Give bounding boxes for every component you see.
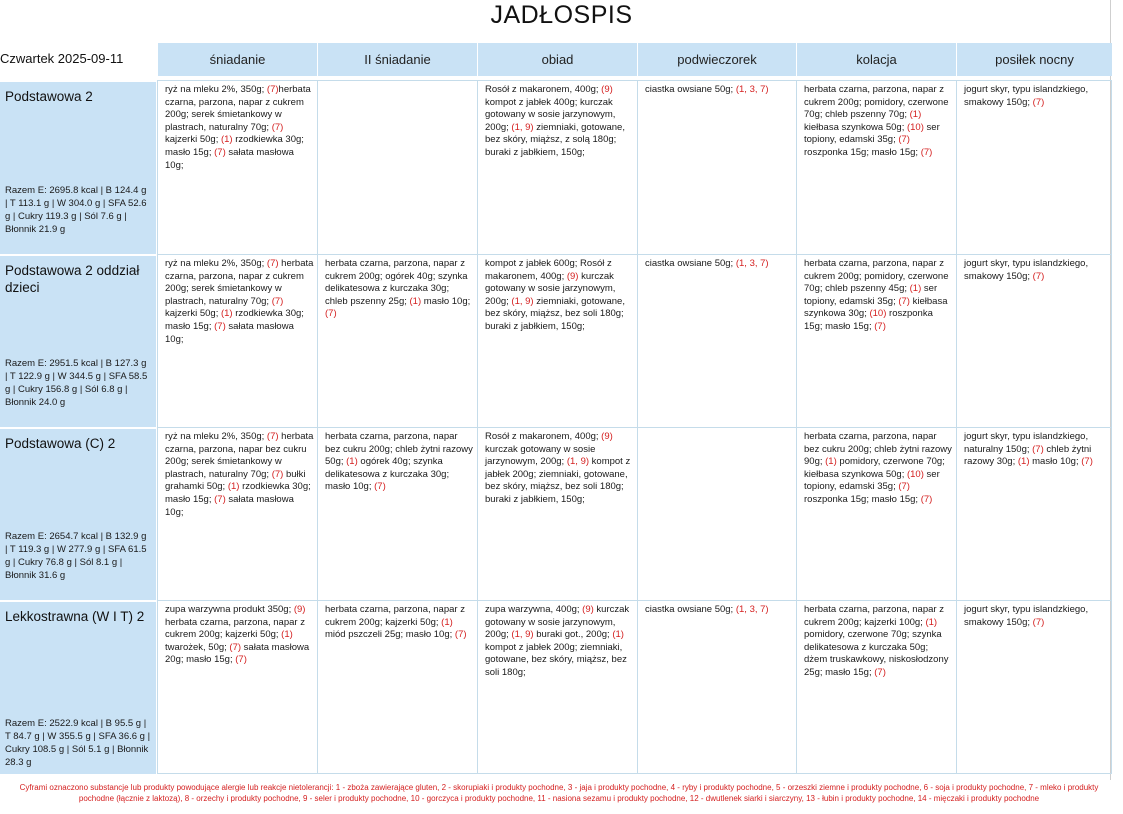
- meal-item-text: ziemniaki, gotowane, bez skóry, miąższ, bez soli 180g; buraki z jabłkiem, 150g;: [485, 295, 625, 332]
- meal-item-text: sałata masłowa 10g;: [165, 493, 294, 518]
- allergen-codes: (9): [582, 604, 594, 615]
- meal-item-text: herbata czarna, parzona, napar bez cukru 200g; serek śmietankowy w plastrach, naturalny 70g;: [165, 431, 314, 480]
- allergen-codes: (1): [909, 283, 922, 295]
- menu-cell-posilek-nocny: [957, 83, 1112, 254]
- row-divider: [158, 600, 1112, 601]
- meal-item-text: kompot z jabłek 200g; ziemniaki, gotowane, bez skóry, miąższ, bez soli 180g;: [485, 641, 627, 678]
- meal-item-text: sałata masłowa 10g;: [165, 146, 294, 171]
- meal-item-text: chleb żytni razowy 30g;: [964, 443, 1092, 468]
- meal-item-text: kurczak gotowany w sosie jarzynowym, 200g;: [485, 443, 596, 468]
- menu-cell-posilek-nocny: [957, 603, 1112, 774]
- allergen-codes: (7): [271, 121, 284, 133]
- diet-name: Podstawowa 2: [5, 89, 93, 104]
- meal-item-text: masło 10g;: [1029, 456, 1082, 468]
- allergen-codes: (1, 3, 7): [735, 84, 769, 95]
- header-col-sniadanie: śniadanie: [158, 43, 317, 76]
- header-col-posilek-nocny: posiłek nocny: [957, 43, 1112, 76]
- meal-item-text: rzodkiewka 30g; masło 15g;: [165, 134, 304, 158]
- meal-item-text: pomidory, czerwone 70g; szynka delikatesowa z kurczaka 50g; dżem truskawkowy, niskosłodzony 25g; masło 15g;: [804, 629, 949, 678]
- allergen-codes: (1, 9): [566, 456, 590, 468]
- allergen-codes: (7): [325, 308, 337, 320]
- allergen-codes: (7): [874, 320, 886, 332]
- allergen-codes: (1): [825, 456, 837, 468]
- meal-item-text: ziemniaki, gotowane, bez skóry, miąższ, z solą 180g; buraki z jabłkiem, 150g;: [485, 121, 625, 158]
- diet-row-header: [0, 256, 156, 427]
- meal-item-text: herbata czarna, parzona, napar z cukrem 200g;: [165, 84, 311, 121]
- menu-date: Czwartek 2025-09-11: [0, 51, 124, 66]
- meal-item-text: roszponka 15g; masło 15g;: [804, 146, 921, 158]
- allergen-codes: (1, 3, 7): [735, 258, 769, 269]
- allergen-codes: (1, 9): [511, 295, 534, 307]
- meal-item-text: kurczak gotowany w sosie jarzynowym, 200g;: [485, 270, 616, 307]
- allergen-codes: (7): [898, 134, 910, 146]
- allergen-codes: (7): [1032, 96, 1045, 108]
- menu-cell-obiad: [478, 257, 637, 427]
- meal-item-text: ciastka owsiane 50g;: [645, 604, 736, 615]
- meal-item-text: ogórek 40g; szynka delikatesowa z kurczaka 30g; masło 10g;: [325, 456, 450, 493]
- allergen-codes: (1): [909, 109, 922, 121]
- allergen-codes: (1, 9): [511, 629, 534, 641]
- page-title: JADŁOSPIS: [490, 1, 633, 29]
- allergen-codes: (1): [281, 629, 293, 641]
- column-divider: [637, 80, 638, 774]
- allergen-codes: (7): [235, 654, 247, 666]
- header-col-kolacja: kolacja: [797, 43, 956, 76]
- allergen-codes: (1): [1017, 456, 1030, 468]
- allergen-codes: (1): [612, 629, 624, 641]
- meal-item-text: roszponka 15g; masło 15g;: [804, 308, 933, 332]
- menu-cell-posilek-nocny: [957, 430, 1112, 600]
- menu-cell-obiad: [478, 603, 637, 774]
- allergen-codes: (7): [266, 84, 279, 95]
- allergen-codes: (7): [266, 431, 279, 442]
- diet-row-header: [0, 429, 156, 600]
- allergen-codes: (1): [409, 295, 422, 307]
- menu-cell-kolacja: [797, 430, 956, 600]
- menu-cell-posilek-nocny: [957, 257, 1112, 427]
- meal-item-text: ser topiony, edamski 35g;: [804, 468, 940, 493]
- menu-cell-obiad: [478, 83, 637, 254]
- menu-cell-podwieczorek: [638, 430, 796, 600]
- column-divider: [477, 80, 478, 774]
- meal-item-text: ciastka owsiane 50g;: [645, 84, 736, 95]
- menu-cell-sniadanie: [158, 603, 317, 774]
- meal-item-text: ryż na mleku 2%, 350g;: [165, 258, 267, 269]
- diet-nutrition-summary: Razem E: 2695.8 kcal | B 124.4 g | T 113.1 g | W 304.0 g | SFA 52.6 g | Cukry 119.3 g | Sól 7.6 g | Błonnik 21.9 g: [5, 185, 147, 235]
- meal-item-text: kurczak gotowany w sosie jarzynowym, 200g;: [485, 604, 630, 641]
- allergen-codes: (7): [1032, 443, 1044, 455]
- meal-item-text: jogurt skyr, typu islandzkiego, smakowy 150g;: [964, 84, 1089, 108]
- allergen-codes: (7): [920, 146, 933, 158]
- allergen-codes: (7): [898, 481, 910, 493]
- menu-cell-kolacja: [797, 603, 956, 774]
- diet-name: Podstawowa (C) 2: [5, 436, 116, 451]
- column-divider: [317, 80, 318, 774]
- menu-cell-kolacja: [797, 83, 956, 254]
- allergen-codes: (7): [229, 641, 242, 653]
- allergen-codes: (1): [220, 308, 233, 320]
- meal-item-text: serek śmietankowy w plastrach, naturalny 70g;: [165, 109, 282, 133]
- menu-cell-obiad: [478, 430, 637, 600]
- meal-item-text: masło 10g;: [421, 295, 471, 307]
- allergen-codes: (7): [1081, 456, 1093, 468]
- allergen-codes: (7): [214, 320, 226, 332]
- allergen-codes: (7): [874, 666, 886, 678]
- meal-item-text: herbata czarna, parzona, napar bez cukru 200g; chleb żytni razowy 90g;: [804, 431, 952, 468]
- allergen-codes: (9): [601, 431, 613, 442]
- menu-cell-podwieczorek: [638, 83, 796, 254]
- allergen-codes: (7): [214, 146, 226, 158]
- meal-item-text: ryż na mleku 2%, 350g;: [165, 84, 267, 95]
- menu-cell-sniadanie: [158, 83, 317, 254]
- allergen-codes: (7): [1032, 616, 1045, 628]
- meal-item-text: herbata czarna, parzona, napar z cukrem 200g; kajzerki 100g;: [804, 604, 944, 628]
- diet-row-header: [0, 602, 156, 774]
- menu-cell-ii-sniadanie: [318, 83, 477, 254]
- allergen-codes: (1): [441, 616, 453, 628]
- meal-item-text: Rosół z makaronem, 400g;: [485, 84, 602, 95]
- meal-item-text: jogurt skyr, typu islandzkiego, naturalny 150g;: [964, 431, 1089, 455]
- allergen-codes: (10): [869, 308, 887, 320]
- diet-nutrition-summary: Razem E: 2522.9 kcal | B 95.5 g | T 84.7 g | W 355.5 g | SFA 36.6 g | Cukry 108.5 g | Sól 5.1 g | Błonnik 28.3 g: [5, 718, 151, 768]
- meal-item-text: ryż na mleku 2%, 350g;: [165, 431, 267, 442]
- meal-item-text: zupa warzywna, 400g;: [485, 604, 583, 615]
- meal-item-text: herbata czarna, parzona, napar bez cukru 200g; chleb żytni razowy 50g;: [325, 431, 473, 468]
- allergen-codes: (1, 9): [511, 121, 534, 133]
- meal-item-text: herbata czarna, parzona, napar z cukrem 200g; ogórek 40g; szynka delikatesowa z kurczaka 30g; chleb pszenny 25g;: [325, 258, 468, 307]
- meal-item-text: kiełbasa szynkowa 50g;: [804, 121, 907, 133]
- meal-item-text: kajzerki 50g;: [165, 134, 221, 146]
- menu-cell-podwieczorek: [638, 257, 796, 427]
- allergen-legend: Cyframi oznaczono substancje lub produkty powodujące alergie lub reakcje nietolerancji: 1 - zboża zawierające gluten, 2 - skorupiaki i produkty pochodne, 3 - jaja i produkty pochodne, 4 - ryby i produkty pochodne, 5 - orzeszki ziemne i produkty pochodne, 6 - soja i produkty pochodne, 7 - mleko i produkty pochodne (łącznie z laktozą), 8 - orzechy i produkty pochodne, 9 - seler i produkty pochodne, 10 - gorczyca i produkty pochodne, 11 - nasiona sezamu i produkty pochodne, 12 - dwutlenek siarki i siarczyny, 13 - łubin i produkty pochodne, 14 - mięczaki i produkty pochodne: [19, 783, 1099, 803]
- diet-row-header: [0, 82, 156, 254]
- header-col-ii-sniadanie: II śniadanie: [318, 43, 477, 76]
- row-divider: [158, 427, 1112, 428]
- meal-item-text: kiełbasa szynkowa 30g;: [804, 295, 948, 320]
- allergen-codes: (10): [906, 468, 924, 480]
- allergen-codes: (7): [271, 295, 284, 307]
- meal-item-text: zupa warzywna produkt 350g;: [165, 604, 294, 615]
- allergen-codes: (7): [271, 468, 284, 480]
- header-col-podwieczorek: podwieczorek: [638, 43, 796, 76]
- diet-name: Lekkostrawna (W I T) 2: [5, 609, 145, 624]
- allergen-codes: (9): [601, 84, 613, 95]
- meal-item-text: herbata czarna, parzona, napar z cukrem 200g; serek śmietankowy w plastrach, naturalny 70g;: [165, 258, 314, 307]
- menu-cell-podwieczorek: [638, 603, 796, 774]
- allergen-codes: (9): [566, 270, 579, 282]
- meal-item-text: sałata masłowa 20g; masło 15g;: [165, 641, 310, 666]
- menu-cell-ii-sniadanie: [318, 430, 477, 600]
- allergen-codes: (1, 3, 7): [735, 604, 769, 615]
- meal-item-text: sałata masłowa 10g;: [165, 320, 294, 345]
- meal-item-text: miód pszczeli 25g; masło 10g;: [325, 629, 455, 641]
- meal-item-text: rzodkiewka 30g; masło 15g;: [165, 308, 304, 332]
- allergen-codes: (1): [227, 481, 240, 493]
- header-col-obiad: obiad: [478, 43, 637, 76]
- allergen-codes: (7): [374, 481, 386, 493]
- allergen-codes: (7): [454, 629, 467, 641]
- row-divider: [158, 254, 1112, 255]
- meal-item-text: pomidory, czerwone 70g; kiełbasa szynkowa 50g;: [804, 456, 945, 480]
- meal-item-text: kompot z jabłek 600g; Rosół z makaronem, 400g;: [485, 258, 612, 282]
- meal-item-text: rzodkiewka 30g; masło 15g;: [165, 481, 311, 505]
- meal-item-text: kompot z jabłek 400g; kurczak gotowany w sosie jarzynowym, 200g;: [485, 96, 616, 133]
- allergen-codes: (7): [920, 493, 933, 505]
- column-divider: [956, 80, 957, 774]
- meal-item-text: ser topiony, edamski 35g;: [804, 283, 938, 307]
- meal-item-text: Rosół z makaronem, 400g;: [485, 431, 602, 442]
- meal-item-text: ciastka owsiane 50g;: [645, 258, 736, 269]
- allergen-codes: (1): [220, 134, 233, 146]
- allergen-codes: (7): [898, 295, 910, 307]
- meal-item-text: jogurt skyr, typu islandzkiego, smakowy 150g;: [964, 604, 1089, 628]
- meal-item-text: herbata czarna, parzona, napar z cukrem 200g; kajzerki 50g;: [165, 616, 305, 641]
- meal-item-text: ser topiony, edamski 35g;: [804, 121, 940, 146]
- meal-item-text: herbata czarna, parzona, napar z cukrem 200g; pomidory, czerwone 70g; chleb pszenny 45g;: [804, 258, 949, 295]
- meal-item-text: twarożek, 50g;: [165, 641, 230, 653]
- menu-cell-ii-sniadanie: [318, 603, 477, 774]
- diet-nutrition-summary: Razem E: 2951.5 kcal | B 127.3 g | T 122.9 g | W 344.5 g | SFA 58.5 g | Cukry 156.8 g | Sól 6.8 g | Błonnik 24.0 g: [5, 358, 148, 408]
- allergen-codes: (7): [1032, 270, 1045, 282]
- allergen-codes: (7): [214, 493, 226, 505]
- meal-item-text: kompot z jabłek 200g; ziemniaki, gotowane, bez skóry, miąższ, bez soli 180g; buraki z jabłkiem, 150g;: [485, 456, 631, 505]
- menu-cell-ii-sniadanie: [318, 257, 477, 427]
- meal-item-text: bułki grahamki 50g;: [165, 468, 306, 493]
- meal-item-text: buraki got., 200g;: [533, 629, 613, 641]
- allergen-codes: (1): [925, 616, 938, 628]
- meal-item-text: roszponka 15g; masło 15g;: [804, 493, 921, 505]
- diet-nutrition-summary: Razem E: 2654.7 kcal | B 132.9 g | T 119.3 g | W 277.9 g | SFA 61.5 g | Cukry 76.8 g | Sól 8.1 g | Błonnik 31.6 g: [5, 531, 147, 581]
- allergen-codes: (1): [346, 456, 358, 468]
- allergen-codes: (10): [906, 121, 924, 133]
- column-divider: [796, 80, 797, 774]
- menu-cell-kolacja: [797, 257, 956, 427]
- menu-cell-sniadanie: [158, 430, 317, 600]
- menu-cell-sniadanie: [158, 257, 317, 427]
- meal-item-text: herbata czarna, parzona, napar z cukrem 200g; pomidory, czerwone 70g; chleb pszenny 70g;: [804, 84, 949, 121]
- meal-item-text: jogurt skyr, typu islandzkiego, smakowy 150g;: [964, 258, 1089, 282]
- allergen-codes: (7): [266, 258, 279, 269]
- allergen-codes: (9): [293, 604, 306, 615]
- diet-name: Podstawowa 2 oddział dzieci: [5, 263, 140, 295]
- meal-item-text: herbata czarna, parzona, napar z cukrem 200g; kajzerki 50g;: [325, 604, 465, 628]
- meal-item-text: kajzerki 50g;: [165, 308, 221, 320]
